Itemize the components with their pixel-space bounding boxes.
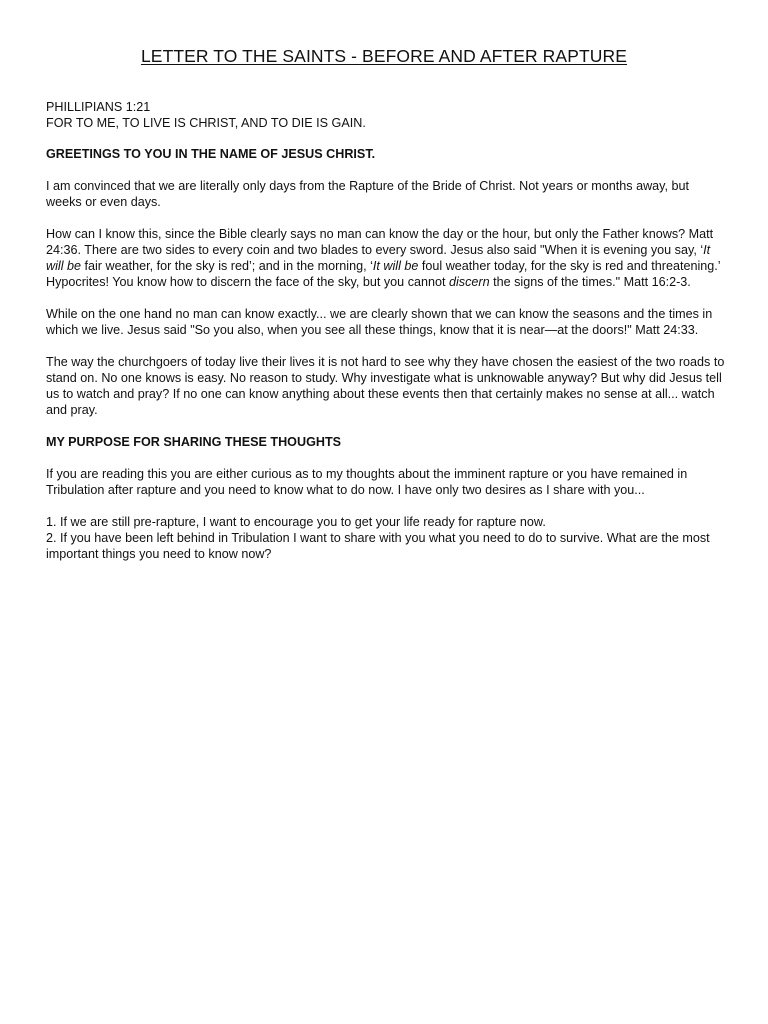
paragraph-text: How can I know this, since the Bible clearly says no man can know the day or the hour, but only the Father knows? Matt 24:36. There are two sides to every coin and two blades to every sword. Jesus also said "When it is evening you say, ‘ (46, 227, 714, 257)
scripture-reference: PHILLIPIANS 1:21 (46, 100, 151, 114)
paragraph-days-from-rapture: I am convinced that we are literally only days from the Rapture of the Bride of Christ. Not years or months away, but weeks or even days. (46, 179, 690, 209)
scripture-text: FOR TO ME, TO LIVE IS CHRIST, AND TO DIE IS GAIN. (46, 116, 366, 130)
list-item: 1. If we are still pre-rapture, I want to encourage you to get your life ready for rapture now. (46, 515, 546, 529)
list-item: 2. If you have been left behind in Tribulation I want to share with you what you need to do to survive. What are the most important things you need to know now? (46, 531, 710, 561)
paragraph-signs-of-times (46, 226, 726, 290)
italic-phrase: discern (449, 275, 490, 289)
scripture-block (46, 99, 726, 131)
paragraph-text: foul weather today, for the sky is red and threatening.’ Hypocrites! You know how to discern the face of the sky, but you cannot (46, 259, 721, 289)
paragraph-seasons: While on the one hand no man can know exactly... we are clearly shown that we can know the seasons and the times in which we live. Jesus said "So you also, when you see all these things, know that it is near—at the doors!" Matt 24:33. (46, 307, 713, 337)
paragraph-text: the signs of the times." Matt 16:2-3. (489, 275, 691, 289)
document-title: LETTER TO THE SAINTS - BEFORE AND AFTER RAPTURE (140, 46, 628, 66)
paragraph-text: fair weather, for the sky is red’; and in the morning, ‘ (81, 259, 373, 273)
desires-list (46, 514, 726, 562)
greeting-heading: GREETINGS TO YOU IN THE NAME OF JESUS CHRIST. (46, 147, 376, 161)
paragraph-purpose: If you are reading this you are either curious as to my thoughts about the imminent rapture or you have remained in Tribulation after rapture and you need to know what to do now. I have only two desires as I share with you... (46, 467, 688, 497)
paragraph-churchgoers: The way the churchgoers of today live their lives it is not hard to see why they have chosen the easiest of the two roads to stand on. No one knows is easy. No reason to study. Why investigate what is unknowable anyway? But why did Jesus tell us to watch and pray? If no one can know anything about these events then that certainly makes no sense at all... watch and pray. (46, 355, 725, 417)
document-body (46, 99, 726, 578)
italic-phrase: It will be (372, 259, 419, 273)
purpose-heading: MY PURPOSE FOR SHARING THESE THOUGHTS (46, 435, 342, 449)
italic-phrase: It will be (46, 243, 711, 273)
